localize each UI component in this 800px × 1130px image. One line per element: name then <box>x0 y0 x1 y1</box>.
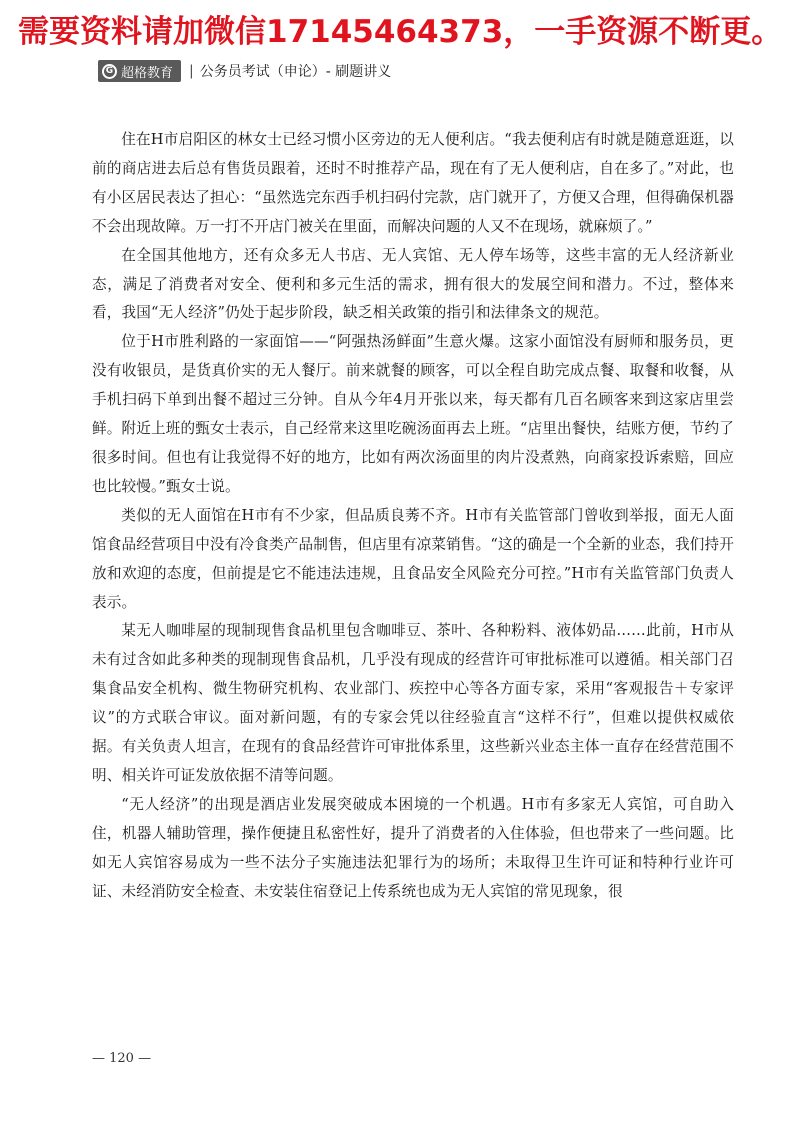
logo-g-icon: G <box>102 64 117 79</box>
promo-banner: 需要资料请加微信17145464373，一手资源不断更。 <box>18 14 783 50</box>
paragraph: 在全国其他地方，还有众多无人书店、无人宾馆、无人停车场等，这些丰富的无人经济新业态，满足了消费者对安全、便利和多元生活的需求，拥有很大的发展空间和潜力。不过，整体来看，我国“无人经济”仍处于起步阶段，缺乏相关政策的指引和法律条文的规范。 <box>92 246 734 322</box>
article-body <box>92 126 734 906</box>
paragraph: 住在H市启阳区的林女士已经习惯小区旁边的无人便利店。“我去便利店有时就是随意逛逛，以前的商店进去后总有售货员跟着，还时不时推荐产品，现在有了无人便利店，自在多了。”对此，也有小区居民表达了担心：“虽然选完东西手机扫码付完款，店门就开了，方便又合理，但得确保机器不会出现故障。万一打不开店门被关在里面，而解决问题的人又不在现场，就麻烦了。” <box>92 131 734 235</box>
page-number: — 120 — <box>92 1051 152 1066</box>
logo-text: 超格教育 <box>121 65 174 81</box>
publisher-logo <box>98 60 181 82</box>
paragraph: 某无人咖啡屋的现制现售食品机里包含咖啡豆、茶叶、各种粉料、液体奶品……此前，H市从未有过含如此多种类的现制现售食品机，几乎没有现成的经营许可审批标准可以遵循。相关部门召集食品安全机构、微生物研究机构、农业部门、疾控中心等各方面专家，采用“客观报告＋专家评议”的方式联合审议。面对新问题，有的专家会凭以往经验直言“这样不行”，但难以提供权威依据。有关负责人坦言，在现有的食品经营许可审批体系里，这些新兴业态主体一直存在经营范围不明、相关许可证发放依据不清等问题。 <box>92 622 734 784</box>
header-separator: | <box>189 63 194 79</box>
page-header <box>98 60 391 82</box>
paragraph: 类似的无人面馆在H市有不少家，但品质良莠不齐。H市有关监管部门曾收到举报，面无人面馆食品经营项目中没有冷食类产品制售，但店里有凉菜销售。“这的确是一个全新的业态，我们持开放和欢迎的态度，但前提是它不能违法违规，且食品安全风险充分可控。”H市有关监管部门负责人表示。 <box>92 506 734 611</box>
paragraph: 位于H市胜利路的一家面馆——“阿强热汤鲜面”生意火爆。这家小面馆没有厨师和服务员，更没有收银员，是货真价实的无人餐厅。前来就餐的顾客，可以全程自助完成点餐、取餐和收餐，从手机扫码下单到出餐不超过三分钟。自从今年4月开张以来，每天都有几百名顾客来到这家店里尝鲜。附近上班的甄女士表示，自己经常来这里吃碗汤面再去上班。“店里出餐快，结账方便，节约了很多时间。但也有让我觉得不好的地方，比如有两次汤面里的肉片没煮熟，向商家投诉索赔，回应也比较慢。”甄女士说。 <box>92 333 734 495</box>
paragraph: “无人经济”的出现是酒店业发展突破成本困境的一个机遇。H市有多家无人宾馆，可自助入住，机器人辅助管理，操作便捷且私密性好，提升了消费者的入住体验，但也带来了一些问题。比如无人宾馆容易成为一些不法分子实施违法犯罪行为的场所；未取得卫生许可证和特种行业许可证、未经消防安全检查、未安装住宿登记上传系统也成为无人宾馆的常见现象，很 <box>92 795 734 900</box>
header-title: 公务员考试（申论）- 刷题讲义 <box>199 64 392 80</box>
